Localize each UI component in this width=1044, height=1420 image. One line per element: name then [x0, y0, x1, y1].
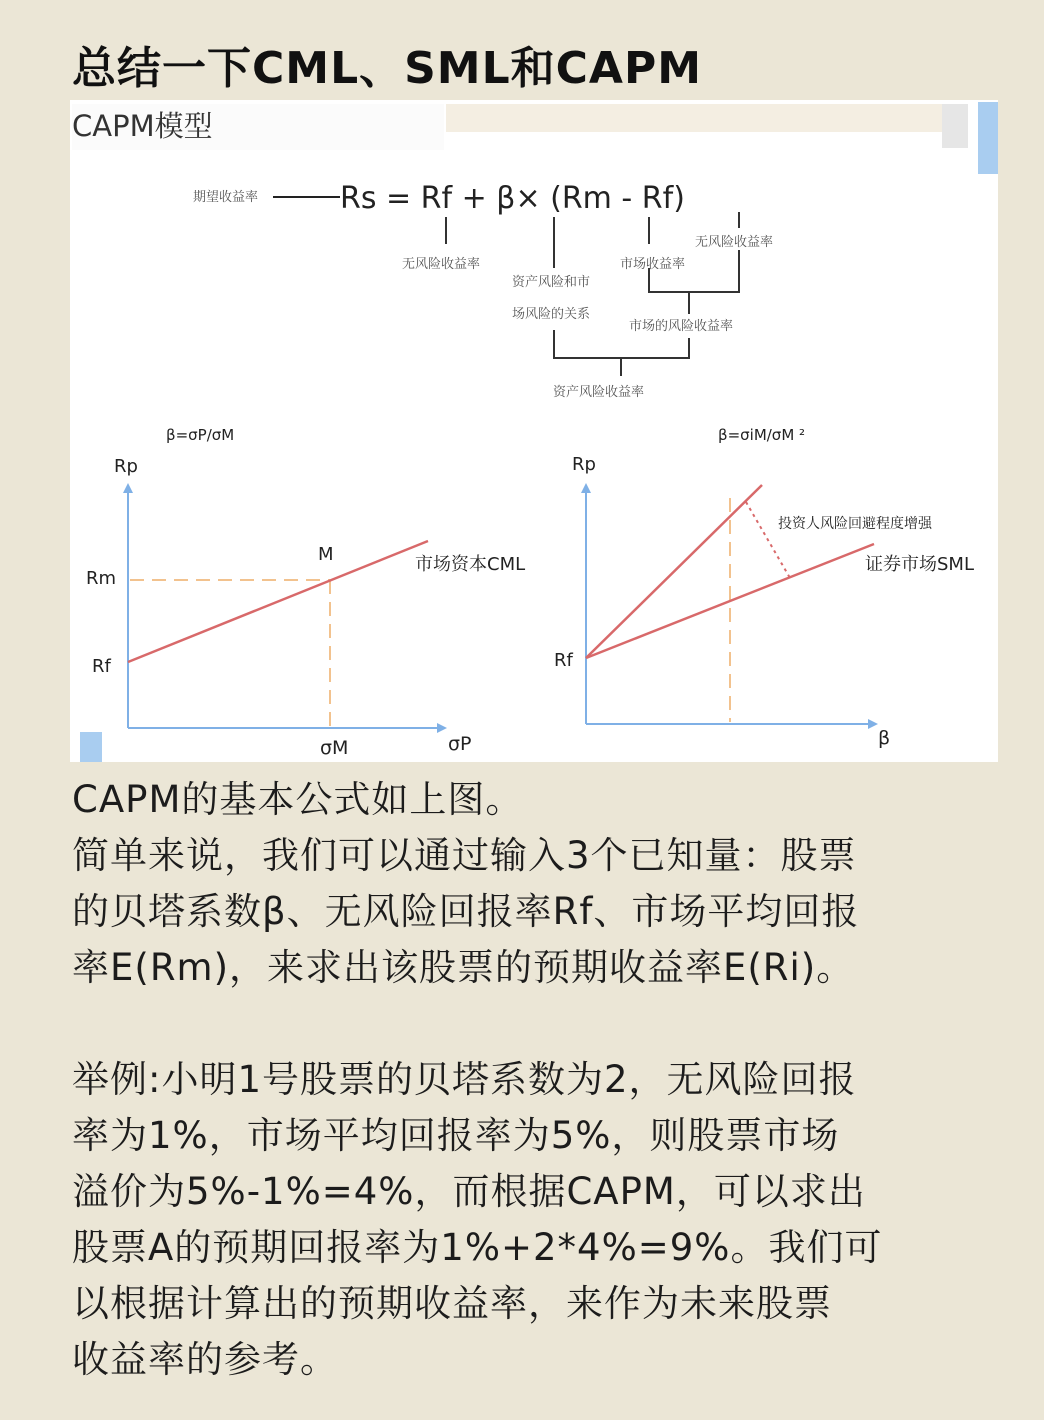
note-riskfree-rate: 无风险收益率	[402, 257, 481, 272]
body-line: 率E(Rm)，来求出该股票的预期收益率E(Ri)。	[72, 946, 855, 989]
sml-steep-line	[586, 485, 762, 658]
cml-y-axis-label: Rp	[114, 456, 138, 477]
note-beta-line1: 资产风险和市	[512, 275, 591, 290]
cml-line-label: 市场资本CML	[415, 554, 526, 575]
cml-tick-rm: Rm	[86, 568, 117, 589]
cml-x-axis-label: σP	[448, 733, 472, 755]
cml-point-m: M	[318, 544, 334, 565]
cml-tick-sigma-m: σM	[320, 737, 349, 759]
cml-line	[128, 541, 428, 662]
note-asset-risk-return: 资产风险收益率	[553, 385, 645, 400]
body-line: 收益率的参考。	[72, 1338, 338, 1381]
cml-dashed-guides	[130, 580, 330, 726]
body-line: 股票A的预期回报率为1%+2*4%=9%。我们可	[72, 1226, 883, 1269]
body-line: 简单来说，我们可以通过输入3个已知量：股票	[72, 834, 857, 877]
sml-x-axis-label: β	[878, 727, 891, 749]
cml-formula: β=σP/σM	[166, 426, 235, 444]
capm-diagram	[70, 100, 998, 762]
body-line: 举例:小明1号股票的贝塔系数为2，无风险回报	[72, 1058, 857, 1101]
cml-axes	[123, 483, 447, 733]
page-title: 总结一下CML、SML和CAPM	[72, 43, 703, 94]
body-text	[72, 772, 1012, 1388]
note-riskfree-rate-right: 无风险收益率	[695, 235, 774, 250]
formula-equation: Rs = Rf + β× (Rm - Rf)	[340, 181, 685, 216]
body-line: 的贝塔系数β、无风险回报率Rf、市场平均回报	[72, 890, 860, 933]
sml-formula: β=σiM/σM ²	[718, 426, 806, 444]
body-line: 以根据计算出的预期收益率，来作为未来股票	[72, 1282, 832, 1325]
sml-line-label: 证券市场SML	[865, 554, 974, 575]
body-line: 溢价为5%-1%=4%，而根据CAPM，可以求出	[72, 1170, 866, 1213]
cml-tick-rf: Rf	[92, 656, 111, 677]
body-line: CAPM的基本公式如上图。	[72, 778, 524, 821]
sml-y-axis-label: Rp	[572, 454, 596, 475]
note-beta-line2: 场风险的关系	[512, 307, 591, 322]
sml-rotation-indicator	[746, 502, 790, 578]
note-market-return: 市场收益率	[620, 257, 686, 272]
body-line: 率为1%，市场平均回报率为5%，则股票市场	[72, 1114, 840, 1157]
sml-annotation: 投资人风险回避程度增强	[778, 516, 932, 532]
capm-figure	[70, 100, 998, 762]
note-market-risk-return: 市场的风险收益率	[629, 319, 734, 334]
figure-title: CAPM模型	[72, 104, 444, 150]
sml-tick-rf: Rf	[554, 650, 573, 671]
formula-label-expected: 期望收益率	[193, 190, 259, 205]
